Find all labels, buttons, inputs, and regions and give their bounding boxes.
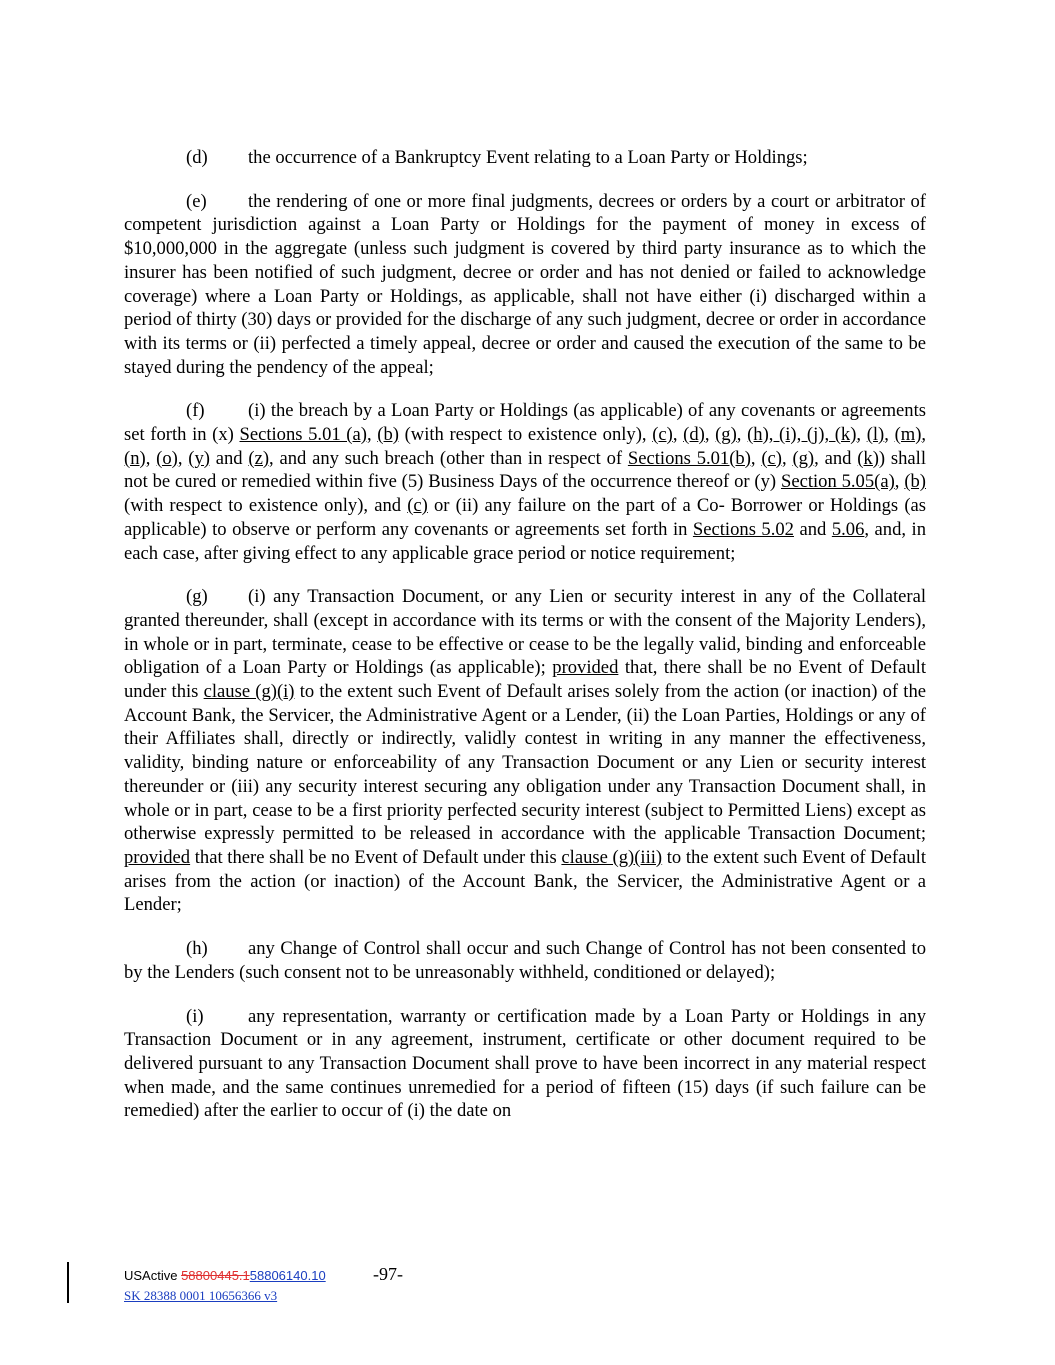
clause-text: to the extent such Event of Default arises from the action (or inaction) of the Account Bank, the Servicer, the Administrative Agent or a Lender; — [124, 846, 926, 916]
cross-reference: (g) — [792, 447, 815, 469]
cross-reference: (c) — [407, 495, 428, 517]
clause-paragraph — [124, 190, 926, 380]
cross-reference: (g) — [715, 424, 737, 446]
cross-reference: (b) — [904, 471, 926, 493]
footer-doc-reference: SK 28388 0001 10656366 v3 — [124, 1288, 278, 1303]
cross-reference: Sections 5.01 (a) — [239, 424, 367, 446]
deleted-document-id: 58800445.1 — [181, 1268, 250, 1283]
clause-text: , — [750, 447, 762, 469]
clause-text: , — [782, 447, 793, 469]
clause-text: to the extent such Event of Default arises solely from the action (or inaction) of the Account Bank, the Servicer, the Administrative Agent or a Lender, (ii) the Loan Parties, Holdings or any of their Affiliates shall, directly or indirectly, validly contest in writing in any manner the effectiveness, validity, binding nature or enforceability of any Transaction Document or any Lien or security interest thereunder or (iii) any security interest securing any obligation under any Transaction Document shall, in whole or in part, cease to be a first priority perfected security interest (subject to Permitted Liens) except as otherwise expressly permitted to be released in accordance with the applicable Transaction Document; — [124, 681, 926, 845]
clause-text: ) shall not be cured or remedied within five (5) Business Days of the occurrence thereof or (y) — [124, 447, 926, 493]
clause-marker: (d) — [186, 147, 208, 168]
clause-marker: (i) — [186, 1005, 204, 1027]
clause-text: any representation, warranty or certification made by a Loan Party or Holdings in any Transaction Document or in any agreement, instrument, certificate or other document required to be delivered pursuant to any Transaction Document shall prove to have been incorrect in any material respect when made, and the same continues unremedied for a period of fifteen (15) days (if such failure can be remedied) after the earlier to occur of (i) the date on — [124, 1005, 926, 1122]
cross-reference: (b) — [377, 424, 399, 446]
cross-reference: (z) — [248, 447, 270, 469]
document-body — [124, 146, 926, 1123]
clause-text: and — [209, 447, 249, 469]
clause-paragraph — [124, 937, 926, 984]
clause-text: any Change of Control shall occur and such Change of Control has not been consented to by the Lenders (such consent not to be unreasonably withheld, conditioned or delayed); — [124, 938, 926, 983]
cross-reference: (h), (i), (j), (k) — [747, 424, 857, 446]
clause-text: , — [366, 424, 378, 446]
cross-reference: clause (g)(iii) — [561, 846, 663, 868]
cross-reference: (m) — [894, 424, 922, 446]
clause-text: , — [921, 424, 927, 446]
clause-text: , — [856, 424, 867, 446]
clause-text: (with respect to existence only), — [398, 424, 653, 446]
cross-reference: (l) — [866, 424, 885, 446]
page-number: -97- — [373, 1264, 403, 1284]
clause-text: , — [894, 471, 905, 493]
cross-reference: (k) — [857, 447, 879, 469]
cross-reference: (c) — [652, 424, 673, 446]
clause-paragraph — [124, 585, 926, 917]
cross-reference: provided — [552, 657, 619, 679]
cross-reference: Sections 5.01(b) — [627, 447, 751, 469]
cross-reference: Sections 5.02 — [692, 518, 794, 540]
clause-marker: (h) — [186, 938, 208, 960]
clause-text: , — [884, 424, 895, 446]
cross-reference: (y) — [188, 447, 210, 469]
clause-text: , — [177, 447, 189, 469]
clause-text: (i) the breach by a Loan Party or Holdings (as applicable) of any covenants or agreements set forth in (x) — [124, 400, 926, 446]
clause-text: , and — [814, 447, 858, 469]
clause-text: , — [672, 424, 684, 446]
clause-text: that, there shall be no Event of Default under this — [124, 657, 926, 703]
clause-text: or (ii) any failure on the part of a Co- Borrower or Holdings (as applicable) to observe or perform any covenants or agreements set forth in — [124, 495, 926, 540]
footer-prefix: USActive — [124, 1268, 182, 1283]
clause-text: , — [704, 424, 716, 446]
change-bar — [67, 1262, 69, 1303]
clause-text: that there shall be no Event of Default under this — [190, 846, 562, 868]
clause-marker: (f) — [186, 400, 205, 422]
clause-marker: (g) — [186, 586, 208, 608]
clause-text: , — [145, 447, 157, 469]
clause-text: (i) any Transaction Document, or any Lien or security interest in any of the Collateral granted thereunder, shall (except in accordance with its terms or with the consent of the Majority Lenders), in whole or in part, terminate, cease to be effective or cease to be the legally valid, binding and enforceable obligation of a Loan Party or Holdings (as applicable); — [124, 586, 926, 679]
cross-reference: clause (g)(i) — [203, 681, 295, 703]
cross-reference: (d) — [683, 424, 705, 446]
cross-reference: 5.06 — [831, 518, 865, 540]
clause-text: (with respect to existence only), and — [124, 495, 408, 517]
clause-text: the occurrence of a Bankruptcy Event relating to a Loan Party or Holdings; — [248, 147, 808, 168]
clause-text: the rendering of one or more final judgments, decrees or orders by a court or arbitrator of competent jurisdiction against a Loan Party or Holdings for the payment of money in excess of $10,000,000 in the aggregate (unless such judgment is covered by third party insurance as to which the insurer has been notified of such judgment, decree or order and has not denied or failed to acknowledge coverage) where a Loan Party or Holdings, as applicable, shall not have either (i) discharged within a period of thirty (30) days or provided for the discharge of any such judgment, decree or order in accordance with its terms or (ii) perfected a timely appeal, decree or order and caused the execution of the same to be stayed during the pendency of the appeal; — [124, 190, 926, 378]
cross-reference: (o) — [156, 447, 178, 469]
clause-paragraph — [124, 399, 926, 565]
cross-reference: provided — [124, 846, 191, 868]
footer-document-id — [124, 1268, 326, 1284]
cross-reference: (n) — [124, 447, 146, 469]
clause-text: and — [793, 518, 832, 540]
cross-reference: (c) — [761, 447, 782, 469]
clause-text: , — [736, 424, 748, 446]
clause-text: , and, in each case, after giving effect to any applicable grace period or notice requirement; — [124, 518, 927, 564]
clause-paragraph — [124, 146, 926, 170]
clause-marker: (e) — [186, 190, 207, 212]
clause-text: , and any such breach (other than in respect of — [269, 447, 628, 469]
clause-paragraph — [124, 1005, 926, 1124]
inserted-document-id: 58806140.10 — [249, 1268, 326, 1283]
cross-reference: Section 5.05(a) — [780, 471, 895, 493]
